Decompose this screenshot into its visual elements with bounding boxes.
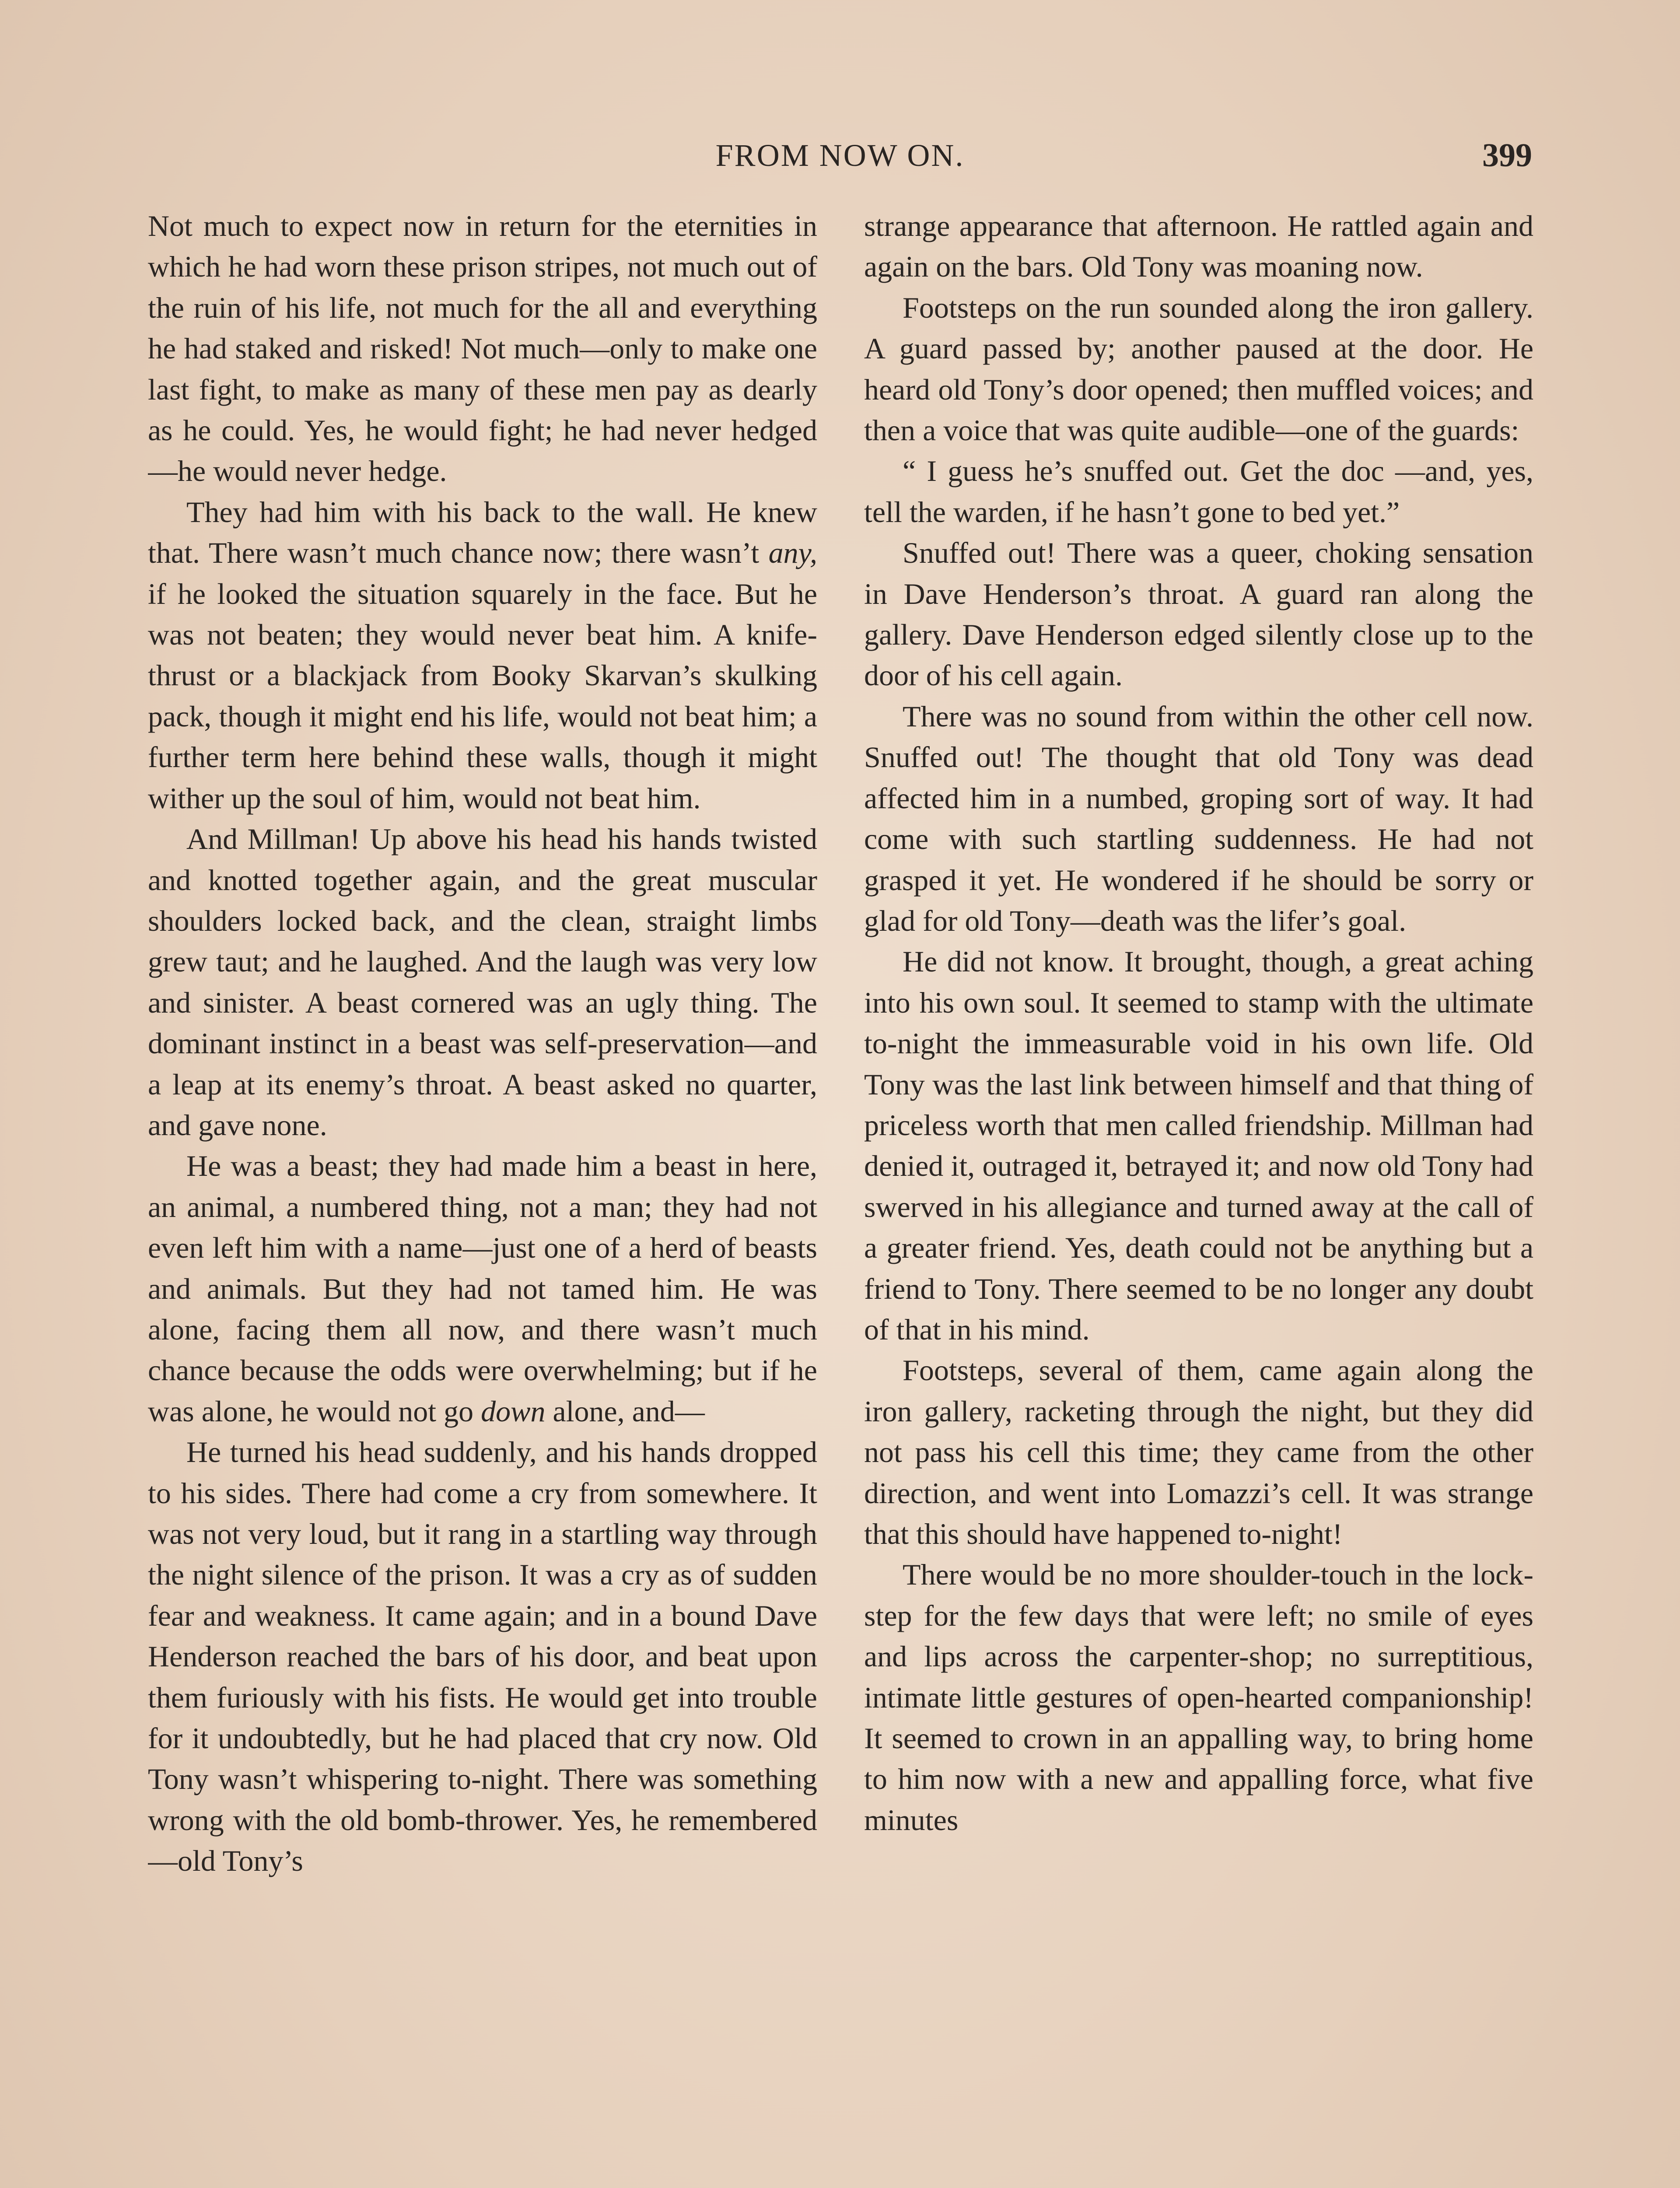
paragraph: There was no sound from within the other cell now. Snuffed out! The thought that old Tony was dead affected him in a numbed, groping sort of way. It had come with such startling suddenness. He had not grasped it yet. He wondered if he should be sorry or glad for old Tony—death was the lifer’s goal. — [864, 699, 1533, 937]
paragraph: Footsteps, several of them, came again along the iron gallery, racketing through the night, but they did not pass his cell this time; they came from the other direction, and went into Lomazzi’s cell. It was strange that this should have happened to-night! — [864, 1353, 1533, 1550]
paragraph: He turned his head suddenly, and his hands dropped to his sides. There had come a cry from somewhere. It was not very loud, but it rang in a startling way through the night silence of the prison. It was a cry as of sudden fear and weakness. It came again; and in a bound Dave Henderson reached the bars of his door, and beat upon them furiously with his fists. He would get into trouble for it undoubtedly, but he had placed that cry now. Old Tony wasn’t whispering to-night. There was something wrong with the old bomb-thrower. Yes, he remembered—old Tony’s — [148, 1435, 817, 1878]
paragraph: He was a beast; they had made him a beast in here, an animal, a numbered thing, not a man; they had not even left him with a name—just one of a herd of beasts and animals. But they had not tamed him. He was alone, facing them all now, and there wasn’t much chance because the odds were overwhelming; but if he was alone, he would not go down alone, and— — [148, 1149, 817, 1428]
running-head — [0, 131, 1680, 179]
paragraph: He did not know. It brought, though, a great aching into his own soul. It seemed to stamp with the ultimate to-night the immeasurable void in his own life. Old Tony was the last link between himself and that thing of priceless worth that men called friendship. Millman had denied it, outraged it, betrayed it; and now old Tony had swerved in his allegiance and turned away at the call of a greater friend. Yes, death could not be anything but a friend to Tony. There seemed to be no longer any doubt of that in his mind. — [864, 945, 1533, 1346]
page-number: 399 — [1482, 137, 1532, 174]
paragraph: Snuffed out! There was a queer, choking sensation in Dave Henderson’s throat. A guard ran along the gallery. Dave Henderson edged silently close up to the door of his cell again. — [864, 536, 1533, 692]
right-column — [864, 206, 1533, 2188]
paragraph: And Millman! Up above his head his hands twisted and knotted together again, and the great muscular shoulders locked back, and the clean, straight limbs grew taut; and he laughed. And the laugh was very low and sinister. A beast cornered was an ugly thing. The dominant instinct in a beast was self-preservation—and a leap at its enemy’s throat. A beast asked no quarter, and gave none. — [148, 822, 817, 1142]
paragraph: “ I guess he’s snuffed out. Get the doc —and, yes, tell the warden, if he hasn’t gone to bed yet.” — [864, 454, 1533, 529]
left-column — [148, 206, 817, 2188]
paragraph: They had him with his back to the wall. He knew that. There wasn’t much chance now; there wasn’t any, if he looked the situation squarely in the face. But he was not beaten; they would never beat him. A knife-thrust or a blackjack from Booky Skarvan’s skulking pack, though it might end his life, would not beat him; a further term here behind these walls, though it might wither up the soul of him, would not beat him. — [148, 495, 817, 815]
paragraph: Footsteps on the run sounded along the iron gallery. A guard passed by; another paused at the door. He heard old Tony’s door opened; then muffled voices; and then a voice that was quite audible—one of the guards: — [864, 291, 1533, 447]
paragraph: strange appearance that afternoon. He rattled again and again on the bars. Old Tony was moaning now. — [864, 209, 1533, 284]
paragraph: There would be no more shoulder-touch in the lock-step for the few days that were left; no smile of eyes and lips across the carpenter-shop; no surreptitious, intimate little gestures of open-hearted companionship! It seemed to crown in an appalling way, to bring home to him now with a new and appalling force, what five minutes — [864, 1558, 1533, 1837]
running-title: FROM NOW ON. — [715, 138, 965, 173]
paragraph: Not much to expect now in return for the eternities in which he had worn these prison stripes, not much out of the ruin of his life, not much for the all and everything he had staked and risked! Not much—only to make one last fight, to make as many of these men pay as dearly as he could. Yes, he would fight; he had never hedged—he would never hedge. — [148, 209, 817, 488]
